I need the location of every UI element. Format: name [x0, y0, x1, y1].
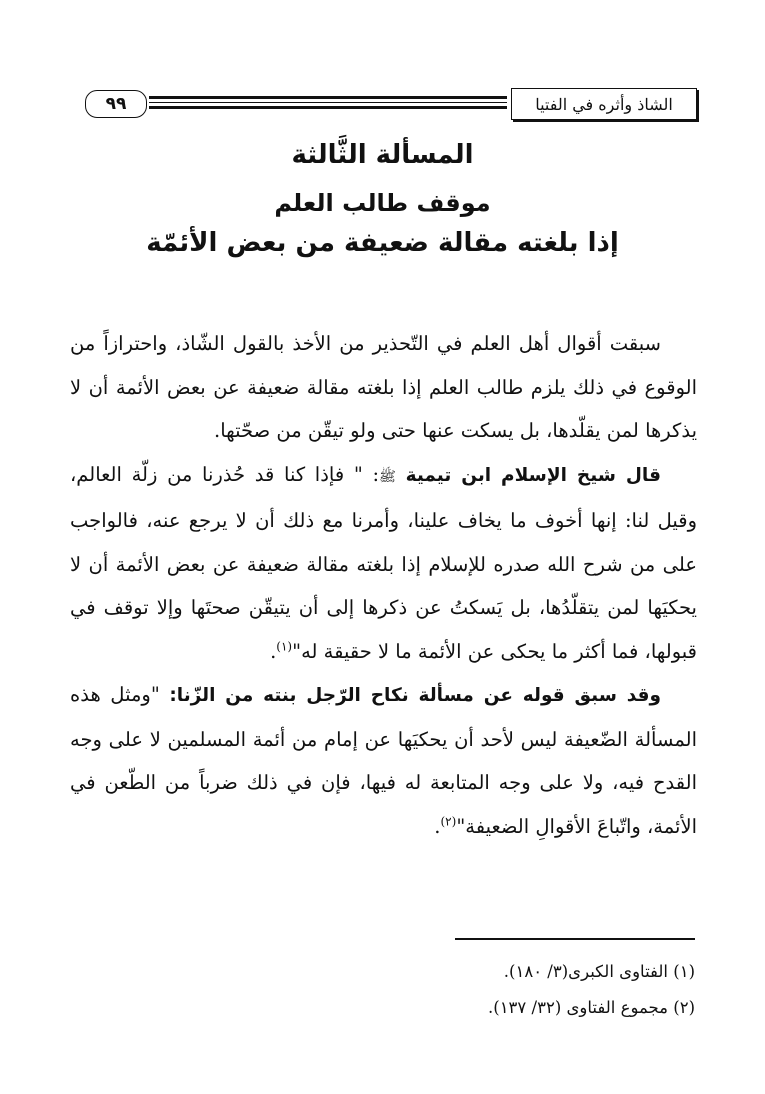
section-title: المسألة الثَّالثة: [291, 140, 474, 170]
footnote-divider: [455, 938, 695, 940]
paragraph-2: [70, 453, 697, 674]
footnote-ref-2: (٢): [440, 814, 457, 828]
running-title: الشاذ وأثره في الفتيا: [511, 88, 697, 120]
page-header: [85, 88, 697, 122]
paragraph-2-quote: : " فإذا كنا قد حُذرنا من زلّة العالم، وقيل لنا: إنها أخوف ما يخاف علينا، وأمرنا مع ذلك أن لا يرجع عنه، فالواجب على من شرح الله صدره للإسلام إذا بلغته مقالة ضعيفة عن بعض الأئمة أن لا يحكيَها لمن يتقلّدُها، بل يَسكتُ عن ذكرها إلى أن يتيقّن صحتَها وإلا توقف في قبولها، فما أكثر ما يحكى عن الأئمة ما لا حقيقة له": [70, 462, 697, 663]
footnote-2: (٢) مجموع الفتاوى (٣٢/ ١٣٧).: [488, 998, 695, 1017]
footnote-1: (١) الفتاوى الكبرى(٣/ ١٨٠).: [503, 962, 695, 981]
paragraph-2-end: .: [270, 639, 277, 663]
paragraph-3-quote: "ومثل هذه المسألة الضّعيفة ليس لأحد أن يحكيَها عن إمام من أئمة المسلمين لا على وجه القدح فيه، ولا على وجه المتابعة له فيها، فإن في ذلك ضرباً من الطّعن في الأئمة، واتّباعَ الأقوالِ الضعيفة": [70, 683, 697, 838]
paragraph-3-lead: وقد سبق قوله عن مسألة نكاح الرّجل بنته من الزّنا:: [169, 685, 661, 706]
paragraph-2-lead: قال شيخ الإسلام ابن تيمية: [405, 464, 661, 486]
honorific-symbol: ﷺ: [379, 468, 396, 485]
section-subtitle-2: إذا بلغته مقالة ضعيفة من بعض الأئمّة: [146, 227, 619, 258]
section-headings: [70, 140, 695, 259]
footnotes: [70, 954, 695, 1026]
page-number: ٩٩: [85, 90, 147, 118]
section-subtitle-1: موقف طالب العلم: [274, 189, 491, 218]
paragraph-1: سبقت أقوال أهل العلم في التّحذير من الأخذ بالقول الشّاذ، واحترازاً من الوقوع في ذلك يلزم طالب العلم إذا بلغته مقالة ضعيفة عن بعض الأئمة أن لا يذكرها لمن يقلّدها، بل يسكت عنها حتى ولو تيقّن من صحّتها.: [70, 332, 697, 442]
paragraph-3-end: .: [434, 814, 441, 838]
footnote-ref-1: (١): [276, 639, 293, 653]
body-text: [70, 322, 697, 848]
header-rule: [149, 94, 507, 114]
paragraph-3: [70, 673, 697, 848]
